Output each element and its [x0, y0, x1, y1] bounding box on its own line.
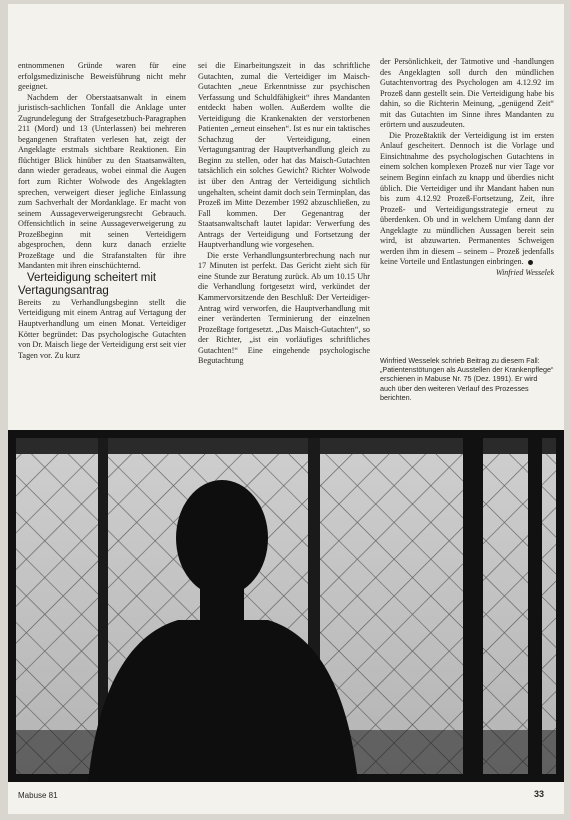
- page-number: 33: [533, 789, 544, 799]
- author-info-box: Winfried Wesselek schrieb Beitrag zu diesem Fall: „Patientenstötungen als Ausstellen der Krankenpflege“ erschienen in Mabuse Nr. 75 (Dez. 1991). Er wird auch über den weiteren Verlauf des Prozesses berichten.: [380, 356, 554, 402]
- paragraph: entnommenen Gründe waren für eine erfolgsmedizinische Beweisführung nicht mehr geeignet.: [18, 61, 186, 92]
- article-column-1: [18, 61, 186, 361]
- paragraph: Nachdem der Oberstaatsanwalt in einem juristisch-sachlichen Tonfall die Anklage unter Zugrundelegung der Strafgesetzbuch-Paragraphen 211 (Mord) und 13 (Unterlassen) bei mehreren begangenen Straftaten verlesen hat, zeigt der Angeklagte erstmals sichtbare Reaktionen. Ein flüchtiger Blick hinüber zu den Staatsanwälten, dann wieder geradeaus, wobei einmal die Augen fort zum Richter Wolwode des Angeklagten sprechen, verweigert dieser jegliche Einlassung zum Sachverhalt der Mordanklage. Er macht von seinem Aussageverweigerungsrecht Gebrauch. Offensichtlich in seine Aussageverweigerung zu Prozeßbeginn mit seinen Verteidigern abgesprochen, denn kurz danach erzielte Prozeßtage und die Strafanstalten für ihre Mandanten mit ihren einschüchternd.: [18, 92, 186, 271]
- paragraph-text: Die Prozeßtaktik der Verteidigung ist im ersten Anlauf gescheitert. Dennoch ist die Vorlage und Einsichtnahme des psychologischen Gutachtens in einem solchen komplexen Prozeß nur vier Tage vor seinem Beginn einfach zu knapp und überdies nicht üblich. Die Verteidiger und ihr Mandant haben nun bis zum 4.12.92 Prozeß-Fortsetzung, Zeit, ihre Prozeß- und Verteidigungsstrategie erneut zu überdenken. Ob und in welchem Umfang dann der Angeklagte zu mündlichen Aussagen bereit sein wird, ist abzuwarten. Permanentes Schweigen werden ihm in diesem – seinem – Prozeß jedenfalls keine Vorteile und Entlastungen einbringen.: [380, 130, 554, 267]
- author-signature: Winfried Wesselek: [495, 267, 554, 277]
- paragraph: Die erste Verhandlungsunterbrechung nach nur 17 Minuten ist perfekt. Das Gericht zieht sich für eine Stunde zur Beratung zurück. Ab um 10.15 Uhr die Verhandlung fortgesetzt wird, verkündet der Kammervorsitzende den Beschluß: Der Verteidiger-Antrag wird verworfen, die Hauptverhandlung mit einer veränderten Terminierung der einzelnen Prozeßtage fortgesetzt. „Das Maisch-Gutachten“, so der Richter, „ist ein vorläufiges schriftliches Gutachten!“ Eine eingehende psychologische Begutachtung: [198, 250, 370, 366]
- article-column-2: [198, 61, 370, 367]
- paragraph: Bereits zu Verhandlungsbeginn stellt die Verteidigung mit einem Antrag auf Vertagung der Hauptverhandlung um einen Monat. Verteidiger Kötter begründet: Das psychologische Gutachten von Dr. Maisch liege der Verteidigung erst seit vier Tagen vor. Zu kurz: [18, 297, 186, 360]
- footer-magazine-label: Mabuse 81: [18, 791, 58, 800]
- paragraph: der Persönlichkeit, der Tatmotive und -handlungen des Angeklagten soll durch den mündlichen Gutachtenvortrag des Psychologen am 4.12.92 im Prozeß dann gestellt sein. Die Verteidigung habe bis dahin, so die Richterin Meinung, „genügend Zeit“ mit das Gutachten im Sinne ihres Mandanten zu erörtern und auszudeuten.: [380, 57, 554, 130]
- section-heading: Verteidigung scheitert mit Vertagungsantrag: [18, 271, 157, 297]
- end-mark-icon: [528, 260, 533, 265]
- silhouette-behind-fence-icon: [8, 430, 564, 782]
- paragraph: sei die Einarbeitungszeit in das schriftliche Gutachten, zumal die Verteidiger im Maisch-Gutachten „neue Erkenntnisse zur psychischen Verfassung und Schuldfähigkeit“ ihres Mandanten entdeckt haben wollen. Außerdem wollte die Verteidigung die Krankenakten der verstorbenen Patienten „erneut einsehen“. Ist es nur ein taktisches Schachzug der Verteidigung, einen Vertagungsantrag der Hauptverhandlung gleich zu Beginn zu stellen, oder hat das Maisch-Gutachten tatsächlich ein solches Gewicht? Richter Wolwode ist über den Antrag der Verteidigung sichtlich ungehalten, scheint damit doch sein Terminplan, das Prozeß im Mitte Dezember 1992 abzuschließen, zu Fall kommen. Der Gegenantrag der Staatsanwaltschaft lautet lapidar: Verwerfung des Antrags der Verteidigung und Fortsetzung der Hauptverhandlung wie vorgesehen.: [198, 61, 370, 250]
- paragraph: [380, 131, 554, 268]
- article-column-3: [380, 57, 554, 278]
- document-page: [8, 4, 564, 814]
